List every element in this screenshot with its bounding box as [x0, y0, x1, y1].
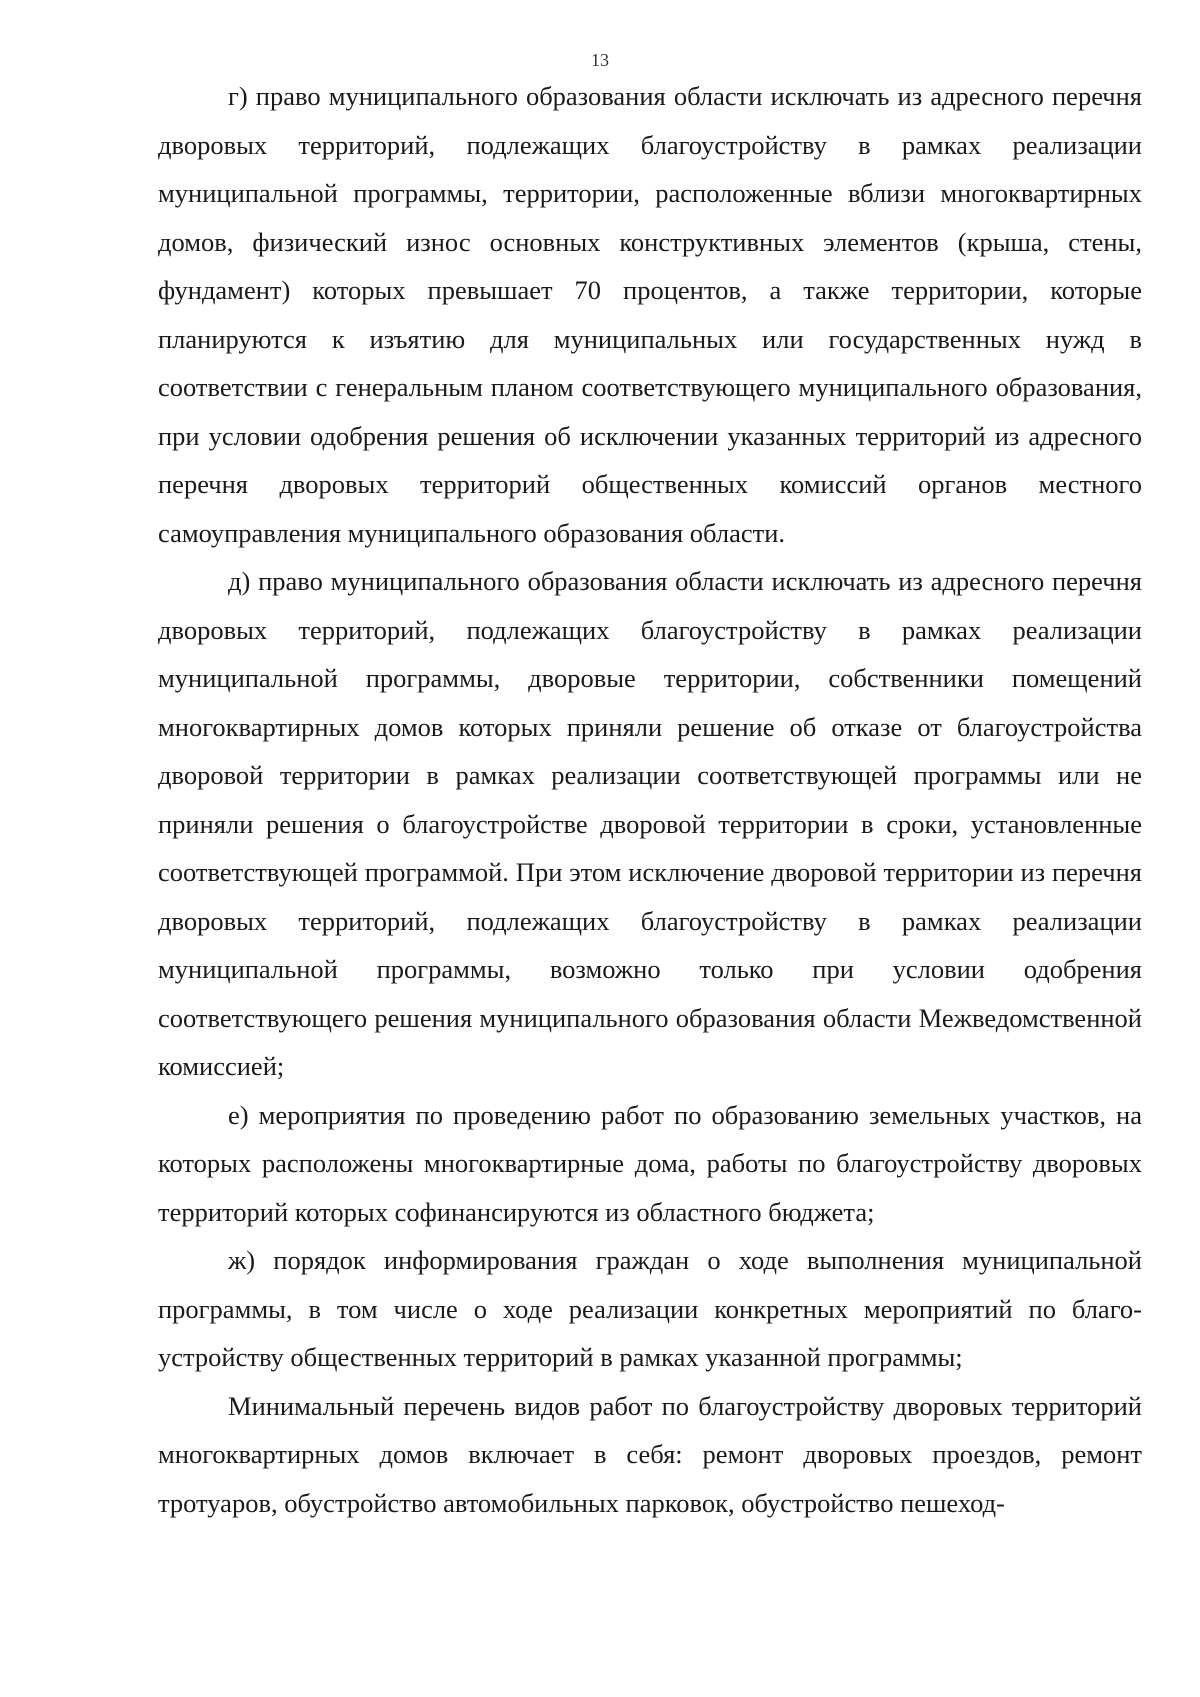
paragraph-zh: ж) порядок информирования граждан о ходе выполнения муниципальной программы, в том числе о ходе реализации конкретных мероприятий по благоустройству общественных территорий в рамках указанной программы;: [158, 1245, 1142, 1372]
paragraph-d: д) право муниципального образования области исключать из адресного перечня дворовых территорий, подлежащих благоустройству в рамках реализации муниципальной программы, дворовые территории, собственники помещений многоквартирных домов которых приняли решение об отказе от благоустройства дворовой территории в рамках реализации соответствующей программы или не приняли решения о благоустройстве дворовой территории в сроки, установленные соответствующей программой. При этом исключение дворовой территории из перечня дворовых территорий, подлежащих благоустройству в рамках реализации муниципальной программы, возможно только при условии одобрения соответствующего решения муниципального образования области Межведомственной комиссией;: [158, 566, 1142, 1081]
paragraph-e: е) мероприятия по проведению работ по образованию земельных участков, на которых расположены многоквартирные дома, работы по благоустройству дворовых территорий которых софинансируются из областного бюджета;: [158, 1099, 1142, 1227]
document-body: [158, 72, 1142, 1527]
paragraph-g: г) право муниципального образования области исключать из адресного перечня дворовых территорий, подлежащих благоустройству в рамках реализации муниципальной программы, территории, расположенные вблизи многоквартирных домов, физический износ основных конструктивных элементов (крыша, стены, фундамент) которых превышает 70 процентов, а также территории, которые планируются к изъятию для муниципальных или государственных нужд в соответствии с генеральным планом соответствующего муниципального образования, при условии одобрения решения об исключении указанных территорий из адресного перечня дворовых территорий общественных комиссий органов местного самоуправления муниципального образования области.: [158, 81, 1142, 548]
paragraph-minimal-list: Минимальный перечень видов работ по благоустройству дворовых территорий многоквартирных домов включает в себя: ремонт дворовых проездов, ремонт тротуаров, обустройство автомобильных парковок, обустройство пешеход-: [158, 1390, 1142, 1518]
page-number: 13: [591, 50, 609, 70]
